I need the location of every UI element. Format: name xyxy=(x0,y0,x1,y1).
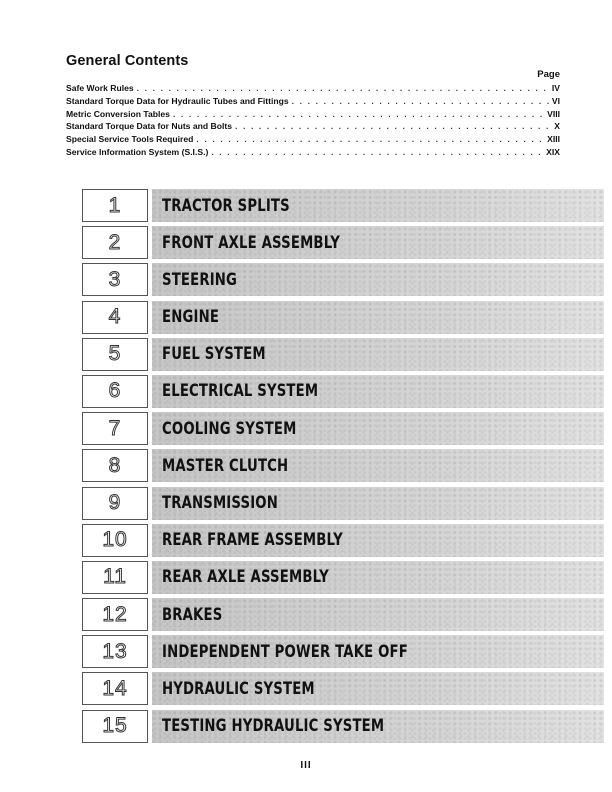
toc-entry-title: Special Service Tools Required xyxy=(66,134,194,145)
section-title: FUEL SYSTEM xyxy=(162,344,266,365)
toc-entry-title: Safe Work Rules xyxy=(66,83,134,93)
dot-leader xyxy=(173,108,544,121)
page-column-label: Page xyxy=(537,69,560,80)
dot-leader xyxy=(196,133,544,146)
section-tab[interactable] xyxy=(152,263,604,296)
section-title: COOLING SYSTEM xyxy=(162,418,297,439)
section-number: 13 xyxy=(82,635,148,668)
section-tabs xyxy=(82,189,604,747)
section-number: 12 xyxy=(82,598,148,631)
section-row[interactable] xyxy=(82,226,604,259)
section-number: 5 xyxy=(82,338,148,371)
section-number: 2 xyxy=(82,226,148,259)
toc-entry-title: Standard Torque Data for Hydraulic Tubes and Fittings xyxy=(66,95,289,106)
section-tab[interactable] xyxy=(152,189,604,222)
toc-entry-title: Service Information System (S.I.S.) xyxy=(66,146,209,157)
section-number: 10 xyxy=(82,524,148,557)
section-number: 8 xyxy=(82,449,148,482)
section-title: REAR AXLE ASSEMBLY xyxy=(162,567,329,588)
section-tab[interactable] xyxy=(152,487,604,520)
section-row[interactable] xyxy=(82,189,604,222)
toc-entry-page: VIII xyxy=(547,108,560,119)
section-row[interactable] xyxy=(82,487,604,520)
section-title: ENGINE xyxy=(162,307,220,328)
section-number: 9 xyxy=(82,487,148,520)
section-number: 14 xyxy=(82,672,148,705)
section-row[interactable] xyxy=(82,524,604,557)
section-title: REAR FRAME ASSEMBLY xyxy=(162,530,343,551)
section-title: BRAKES xyxy=(162,604,223,625)
toc-entry[interactable] xyxy=(66,120,560,133)
section-title: ELECTRICAL SYSTEM xyxy=(162,381,319,402)
section-tab[interactable] xyxy=(152,375,604,408)
section-title: INDEPENDENT POWER TAKE OFF xyxy=(162,641,408,662)
toc-entry-page: XIX xyxy=(546,146,560,157)
section-number: 1 xyxy=(82,189,148,222)
section-title: HYDRAULIC SYSTEM xyxy=(162,678,315,699)
section-number: 6 xyxy=(82,375,148,408)
section-tab[interactable] xyxy=(152,635,604,668)
section-tab[interactable] xyxy=(152,598,604,631)
section-row[interactable] xyxy=(82,710,604,743)
toc-entry-page: IV xyxy=(551,83,560,93)
section-row[interactable] xyxy=(82,598,604,631)
dot-leader xyxy=(292,95,549,108)
toc-entry-page: XIII xyxy=(547,134,560,145)
section-tab[interactable] xyxy=(152,710,604,743)
section-title: TESTING HYDRAULIC SYSTEM xyxy=(162,716,385,737)
section-tab[interactable] xyxy=(152,301,604,334)
section-title: TRACTOR SPLITS xyxy=(162,195,290,216)
section-row[interactable] xyxy=(82,449,604,482)
section-row[interactable] xyxy=(82,375,604,408)
section-tab[interactable] xyxy=(152,524,604,557)
section-row[interactable] xyxy=(82,561,604,594)
section-tab[interactable] xyxy=(152,672,604,705)
toc-entry-title: Standard Torque Data for Nuts and Bolts xyxy=(66,121,232,132)
toc-entry[interactable] xyxy=(66,108,560,121)
section-tab[interactable] xyxy=(152,338,604,371)
page-title: General Contents xyxy=(66,53,189,69)
section-number: 3 xyxy=(82,263,148,296)
section-row[interactable] xyxy=(82,635,604,668)
toc-entry-page: X xyxy=(554,121,560,132)
section-title: MASTER CLUTCH xyxy=(162,455,289,476)
section-row[interactable] xyxy=(82,338,604,371)
toc-entry[interactable] xyxy=(66,146,560,159)
section-number: 15 xyxy=(82,710,148,743)
toc-entry[interactable] xyxy=(66,82,560,95)
section-number: 7 xyxy=(82,412,148,445)
section-tab[interactable] xyxy=(152,561,604,594)
section-row[interactable] xyxy=(82,672,604,705)
section-row[interactable] xyxy=(82,301,604,334)
toc-entry[interactable] xyxy=(66,133,560,146)
section-tab[interactable] xyxy=(152,226,604,259)
section-title: TRANSMISSION xyxy=(162,493,278,513)
section-number: 11 xyxy=(82,561,148,594)
page-number: III xyxy=(300,760,312,771)
contents-list xyxy=(66,82,560,159)
dot-leader xyxy=(235,120,551,133)
toc-entry[interactable] xyxy=(66,95,560,108)
dot-leader xyxy=(137,82,549,95)
section-number: 4 xyxy=(82,301,148,334)
section-row[interactable] xyxy=(82,412,604,445)
section-row[interactable] xyxy=(82,263,604,296)
dot-leader xyxy=(211,146,543,159)
toc-entry-page: VI xyxy=(551,95,560,106)
section-title: FRONT AXLE ASSEMBLY xyxy=(162,232,340,253)
section-title: STEERING xyxy=(162,269,238,290)
section-tab[interactable] xyxy=(152,412,604,445)
toc-entry-title: Metric Conversion Tables xyxy=(66,108,170,119)
section-tab[interactable] xyxy=(152,449,604,482)
